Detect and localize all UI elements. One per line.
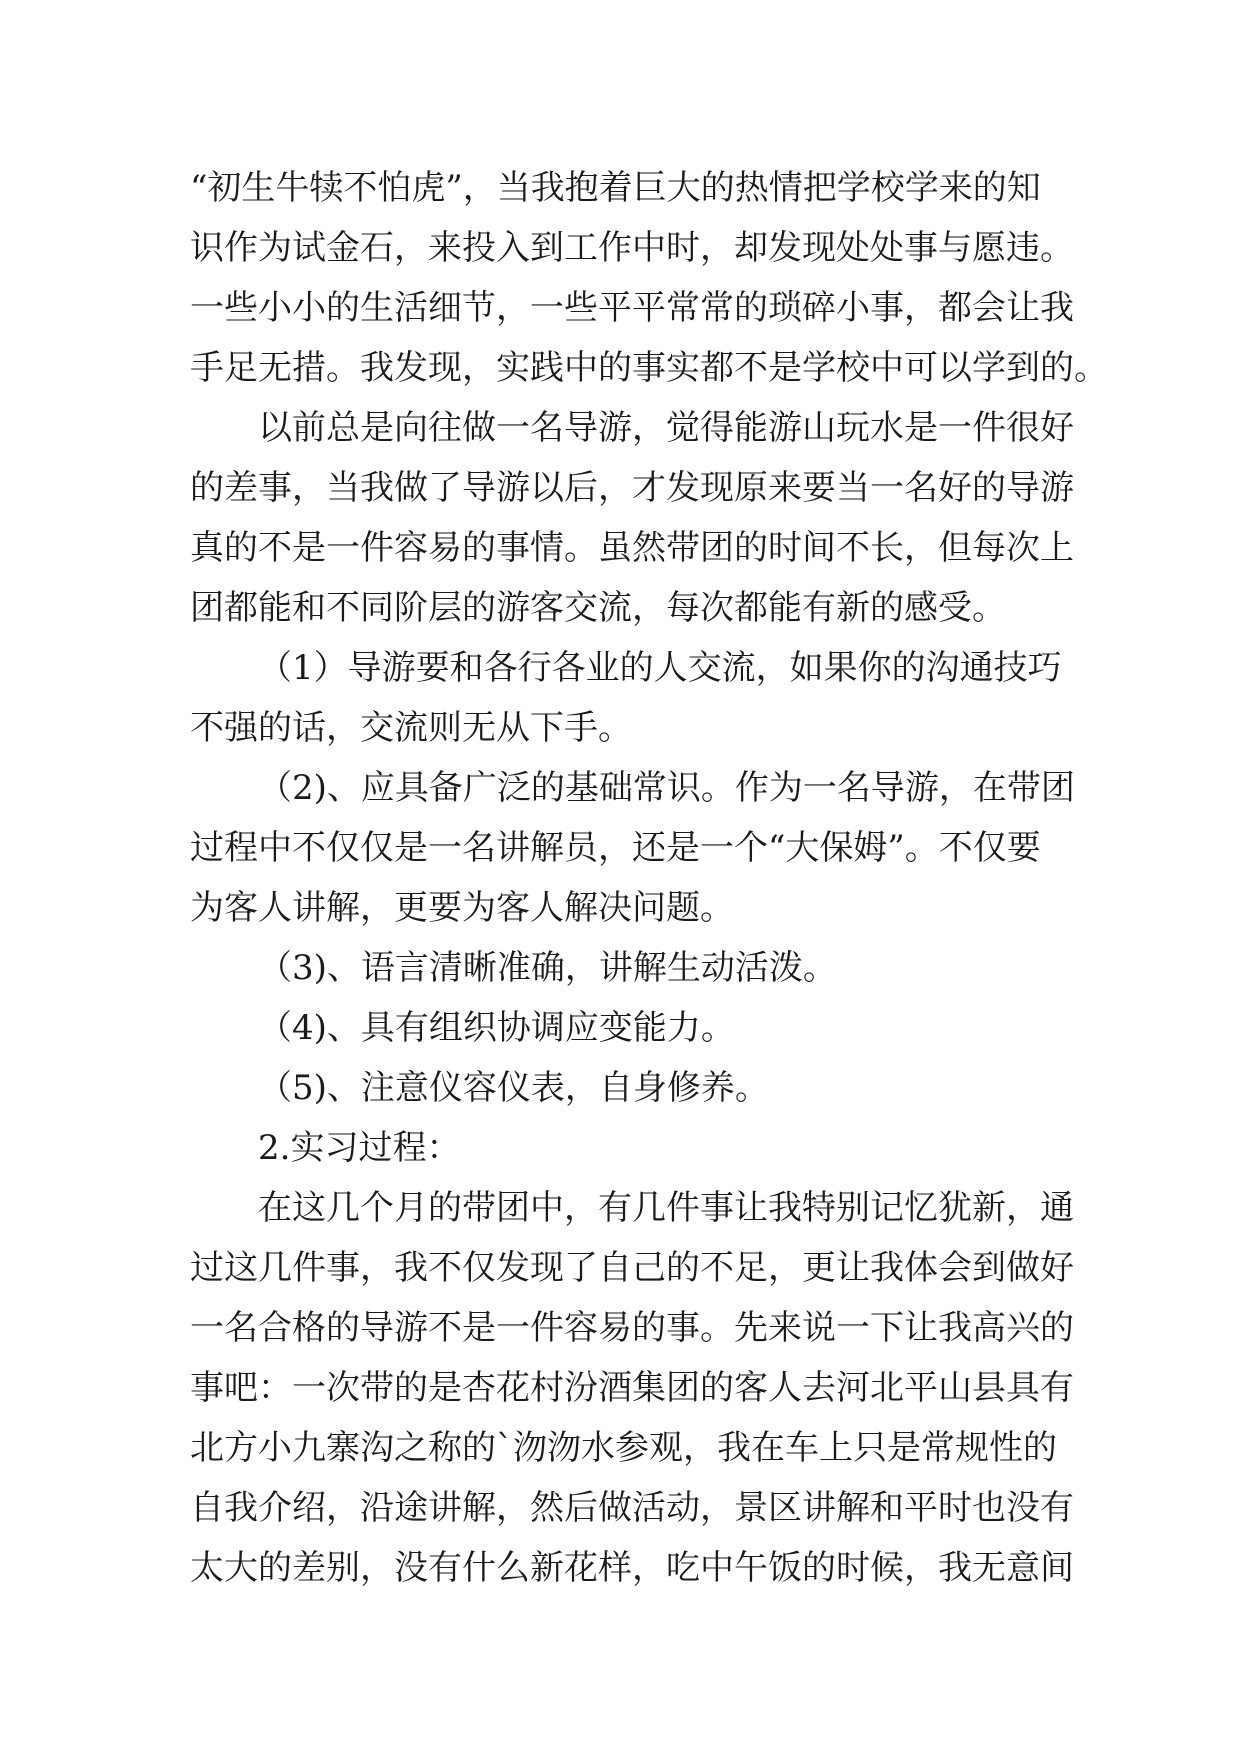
section-heading: 2.实习过程： [258, 1128, 461, 1168]
text-line: 自我介绍，沿途讲解，然后做活动，景区讲解和平时也没有 [190, 1488, 1074, 1528]
text-line: 识作为试金石，来投入到工作中时，却发现处处事与愿违。 [190, 228, 1074, 268]
text-line: 事吧：一次带的是杏花村汾酒集团的客人去河北平山县具有 [190, 1368, 1074, 1408]
list-item-line: （5)、注意仪容仪表，自身修养。 [258, 1068, 769, 1108]
text-line: 过这几件事，我不仅发现了自己的不足，更让我体会到做好 [190, 1248, 1074, 1288]
text-line: 团都能和不同阶层的游客交流，每次都能有新的感受。 [190, 588, 1006, 628]
text-line: 不强的话，交流则无从下手。 [190, 708, 632, 748]
text-line: 北方小九寨沟之称的`沕沕水参观，我在车上只是常规性的 [190, 1428, 1057, 1468]
list-item-line: （4)、具有组织协调应变能力。 [258, 1008, 735, 1048]
paragraph-start-line: 在这几个月的带团中，有几件事让我特别记忆犹新，通 [258, 1188, 1074, 1228]
text-line: 手足无措。我发现，实践中的事实都不是学校中可以学到的。 [190, 348, 1108, 388]
text-line: 太大的差别，没有什么新花样，吃中午饭的时候，我无意间 [190, 1548, 1074, 1588]
text-line: 为客人讲解，更要为客人解决问题。 [190, 888, 734, 928]
list-item-line: （3)、语言清晰准确，讲解生动活泼。 [258, 948, 837, 988]
paragraph-start-line: 以前总是向往做一名导游，觉得能游山玩水是一件很好 [258, 408, 1074, 448]
body-text [190, 158, 1108, 1598]
text-line: “初生牛犊不怕虎”，当我抱着巨大的热情把学校学来的知 [190, 168, 1041, 208]
list-item-line: （2)、应具备广泛的基础常识。作为一名导游，在带团 [258, 768, 1075, 808]
list-item-line: （1）导游要和各行各业的人交流，如果你的沟通技巧 [258, 648, 1062, 688]
text-line: 真的不是一件容易的事情。虽然带团的时间不长，但每次上 [190, 528, 1074, 568]
text-line: 一些小小的生活细节，一些平平常常的琐碎小事，都会让我 [190, 288, 1074, 328]
text-line: 过程中不仅仅是一名讲解员，还是一个“大保姆”。不仅要 [190, 828, 1041, 868]
text-line: 一名合格的导游不是一件容易的事。先来说一下让我高兴的 [190, 1308, 1074, 1348]
text-line: 的差事，当我做了导游以后，才发现原来要当一名好的导游 [190, 468, 1074, 508]
